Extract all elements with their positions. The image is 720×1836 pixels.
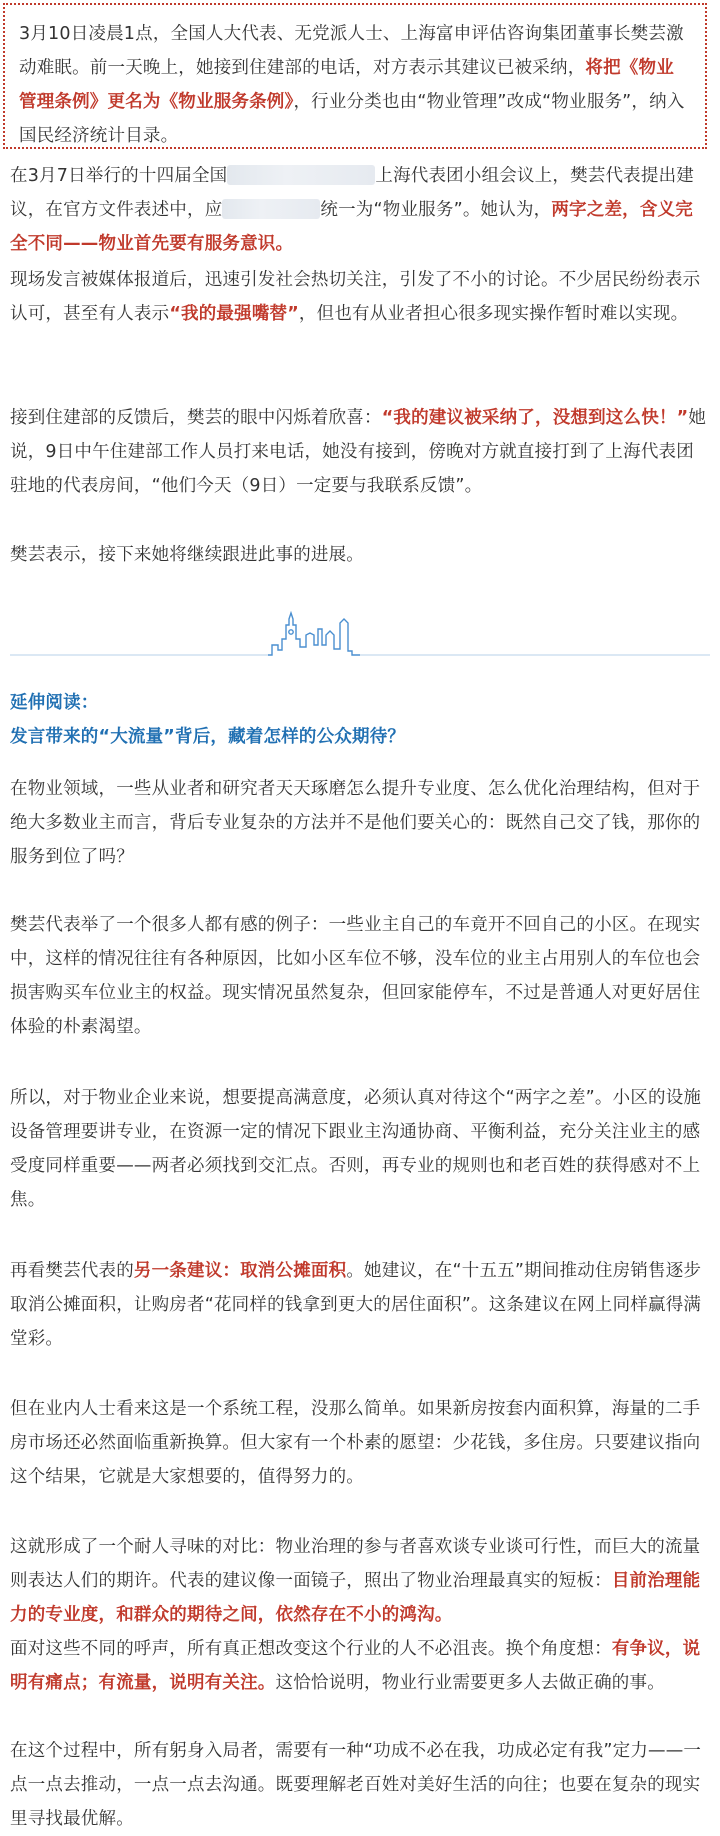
paragraph-5: 在物业领域，一些从业者和研究者天天琢磨怎么提升专业度、怎么优化治理结构，但对于绝大多数业主而言，背后专业复杂的方法并不是他们要关心的：既然自己交了钱，那你的服务到位了吗？: [10, 779, 701, 867]
blurred-region: [222, 199, 320, 219]
paragraph-4: 樊芸表示，接下来她将继续跟进此事的进展。: [10, 545, 364, 565]
skyline-divider: [10, 605, 710, 665]
paragraph-2: 现场发言被媒体报道后，迅速引发社会热切关注，引发了不小的讨论。不少居民纷纷表示认可，甚至有人表示“我的最强嘴替”，但也有从业者担心很多现实操作暂时难以实现。: [10, 270, 701, 324]
further-reading-label: 延伸阅读：: [10, 693, 99, 713]
intro-paragraph: 3月10日凌晨1点，全国人大代表、无党派人士、上海富申评估咨询集团董事长樊芸激动难眠。前一天晚上，她接到住建部的电话，对方表示其建议已被采纳，将把《物业管理条例》更名为《物业服务条例》，行业分类也由“物业管理”改成“物业服务”，纳入国民经济统计目录。: [19, 24, 685, 146]
further-reading-section: [10, 686, 708, 754]
blurred-region: [227, 165, 375, 185]
paragraph-12: 在这个过程中，所有躬身入局者，需要有一种“功成不必在我，功成必定有我”定力——一点一点去推动，一点一点去沟通。既要理解老百姓对美好生活的向往；也要在复杂的现实里寻找最优解。: [10, 1741, 702, 1829]
paragraph-1: 在3月7日举行的十四届全国 上海代表团小组会议上，樊芸代表提出建议，在官方文件表述中，应 统一为“物业服务”。她认为，两字之差，含义完全不同——物业首先要有服务意识。: [10, 166, 694, 254]
further-reading-title: 发言带来的“大流量”背后，藏着怎样的公众期待？: [10, 727, 406, 747]
paragraph-7: 所以，对于物业企业来说，想要提高满意度，必须认真对待这个“两字之差”。小区的设施设备管理要讲专业，在资源一定的情况下跟业主沟通协商、平衡利益，充分关注业主的感受度同样重要——两者必须找到交汇点。否则，再专业的规则也和老百姓的获得感对不上焦。: [10, 1088, 702, 1210]
intro-highlight-box: [3, 3, 707, 149]
paragraph-8: 再看樊芸代表的另一条建议：取消公摊面积。她建议，在“十五五”期间推动住房销售逐步取消公摊面积，让购房者“花同样的钱拿到更大的居住面积”。这条建议在网上同样赢得满堂彩。: [10, 1261, 702, 1349]
paragraph-10: 这就形成了一个耐人寻味的对比：物业治理的参与者喜欢谈专业谈可行性，而巨大的流量则表达人们的期许。代表的建议像一面镜子，照出了物业治理最真实的短板：目前治理能力的专业度，和群众的期待之间，依然存在不小的鸿沟。: [10, 1537, 701, 1625]
paragraph-3: 接到住建部的反馈后，樊芸的眼中闪烁着欣喜：“我的建议被采纳了，没想到这么快！”她说，9日中午住建部工作人员打来电话，她没有接到，傍晚对方就直接打到了上海代表团驻地的代表房间，“他们今天（9日）一定要与我联系反馈”。: [10, 408, 707, 496]
paragraph-9: 但在业内人士看来这是一个系统工程，没那么简单。如果新房按套内面积算，海量的二手房市场还必然面临重新换算。但大家有一个朴素的愿望：少花钱，多住房。只要建议指向这个结果，它就是大家想要的，值得努力的。: [10, 1399, 701, 1487]
paragraph-11: 面对这些不同的呼声，所有真正想改变这个行业的人不必沮丧。换个角度想：有争议，说明有痛点；有流量，说明有关注。这恰恰说明，物业行业需要更多人去做正确的事。: [10, 1639, 701, 1693]
paragraph-6: 樊芸代表举了一个很多人都有感的例子：一些业主自己的车竟开不回自己的小区。在现实中，这样的情况往往有各种原因，比如小区车位不够，没车位的业主占用别人的车位也会损害购买车位业主的权益。现实情况虽然复杂，但回家能停车，不过是普通人对更好居住体验的朴素渴望。: [10, 915, 701, 1037]
